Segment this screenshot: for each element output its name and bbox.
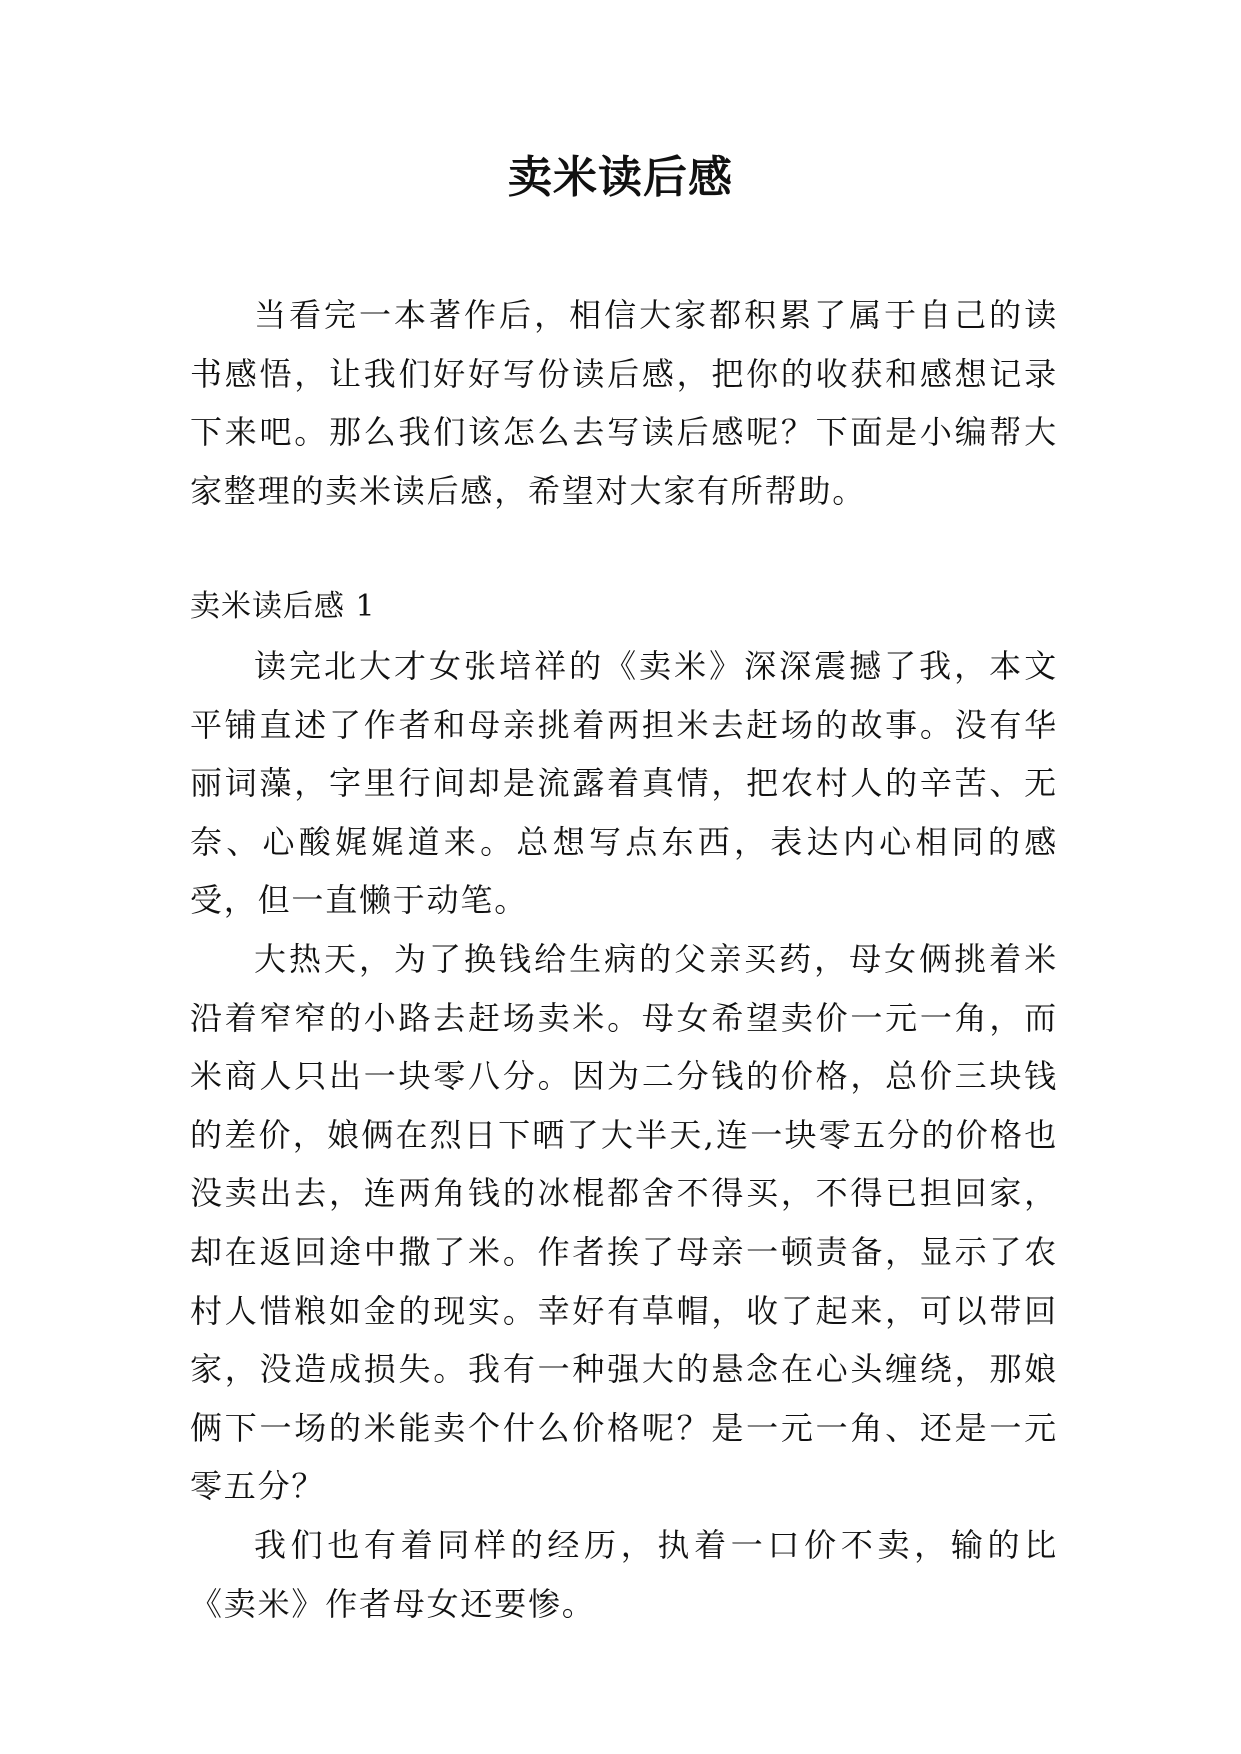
document-title: 卖米读后感: [508, 152, 733, 203]
essay-paragraph-3: 我们也有着同样的经历，执着一口价不卖，输的比《卖米》作者母女还要惨。: [190, 1525, 1058, 1623]
section-heading: 卖米读后感 1: [190, 589, 376, 624]
essay-body: [190, 637, 1058, 1633]
intro-paragraph: 当看完一本著作后，相信大家都积累了属于自己的读书感悟，让我们好好写份读后感，把你的收获和感想记录下来吧。那么我们该怎么去写读后感呢？下面是小编帮大家整理的卖米读后感，希望对大家有所帮助。: [190, 296, 1058, 510]
essay-paragraph-1: 读完北大才女张培祥的《卖米》深深震撼了我，本文平铺直述了作者和母亲挑着两担米去赶场的故事。没有华丽词藻，字里行间却是流露着真情，把农村人的辛苦、无奈、心酸娓娓道来。总想写点东西，表达内心相同的感受，但一直懒于动笔。: [190, 647, 1058, 920]
intro-section: [190, 286, 1058, 520]
essay-paragraph-2: 大热天，为了换钱给生病的父亲买药，母女俩挑着米沿着窄窄的小路去赶场卖米。母女希望卖价一元一角，而米商人只出一块零八分。因为二分钱的价格，总价三块钱的差价，娘俩在烈日下晒了大半天,连一块零五分的价格也没卖出去，连两角钱的冰棍都舍不得买，不得已担回家，却在返回途中撒了米。作者挨了母亲一顿责备，显示了农村人惜粮如金的现实。幸好有草帽，收了起来，可以带回家，没造成损失。我有一种强大的悬念在心头缠绕，那娘俩下一场的米能卖个什么价格呢？是一元一角、还是一元零五分？: [190, 939, 1058, 1506]
